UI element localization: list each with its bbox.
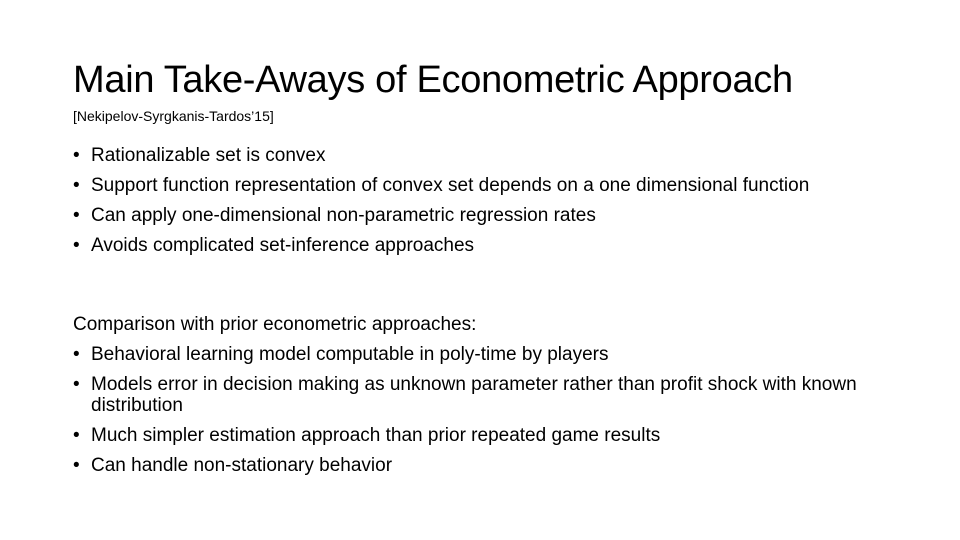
bullet-text: Support function representation of convex set depends on a one dimensional function bbox=[91, 175, 810, 196]
bullet-text: Much simpler estimation approach than prior repeated game results bbox=[91, 425, 661, 446]
list-item bbox=[73, 145, 893, 166]
bullet-text: Can apply one-dimensional non-parametric regression rates bbox=[91, 205, 596, 226]
bullet-icon: • bbox=[73, 374, 80, 395]
list-item bbox=[73, 175, 893, 196]
bullet-icon: • bbox=[73, 235, 80, 256]
bullet-text: Rationalizable set is convex bbox=[91, 145, 326, 166]
bullet-text: Avoids complicated set-inference approaches bbox=[91, 235, 475, 256]
list-item bbox=[73, 455, 903, 476]
comparison-heading: Comparison with prior econometric approaches: bbox=[73, 314, 477, 335]
list-item bbox=[73, 374, 903, 416]
bullet-icon: • bbox=[73, 344, 80, 365]
bullet-icon: • bbox=[73, 175, 80, 196]
comparison-section bbox=[73, 314, 903, 485]
bullet-icon: • bbox=[73, 205, 80, 226]
bullet-icon: • bbox=[73, 145, 80, 166]
bullet-icon: • bbox=[73, 425, 80, 446]
list-item bbox=[73, 344, 903, 365]
bullet-icon: • bbox=[73, 455, 80, 476]
slide-citation: [Nekipelov-Syrgkanis-Tardos’15] bbox=[73, 108, 274, 124]
bullet-text: Can handle non-stationary behavior bbox=[91, 455, 393, 476]
takeaway-list bbox=[73, 145, 893, 265]
list-item bbox=[73, 235, 893, 256]
bullet-text: Behavioral learning model computable in poly-time by players bbox=[91, 344, 609, 365]
comparison-list bbox=[73, 344, 903, 476]
list-item bbox=[73, 205, 893, 226]
bullet-text: Models error in decision making as unknown parameter rather than profit shock with known distribution bbox=[91, 374, 857, 416]
list-item bbox=[73, 425, 903, 446]
slide-title: Main Take-Aways of Econometric Approach bbox=[73, 59, 793, 101]
